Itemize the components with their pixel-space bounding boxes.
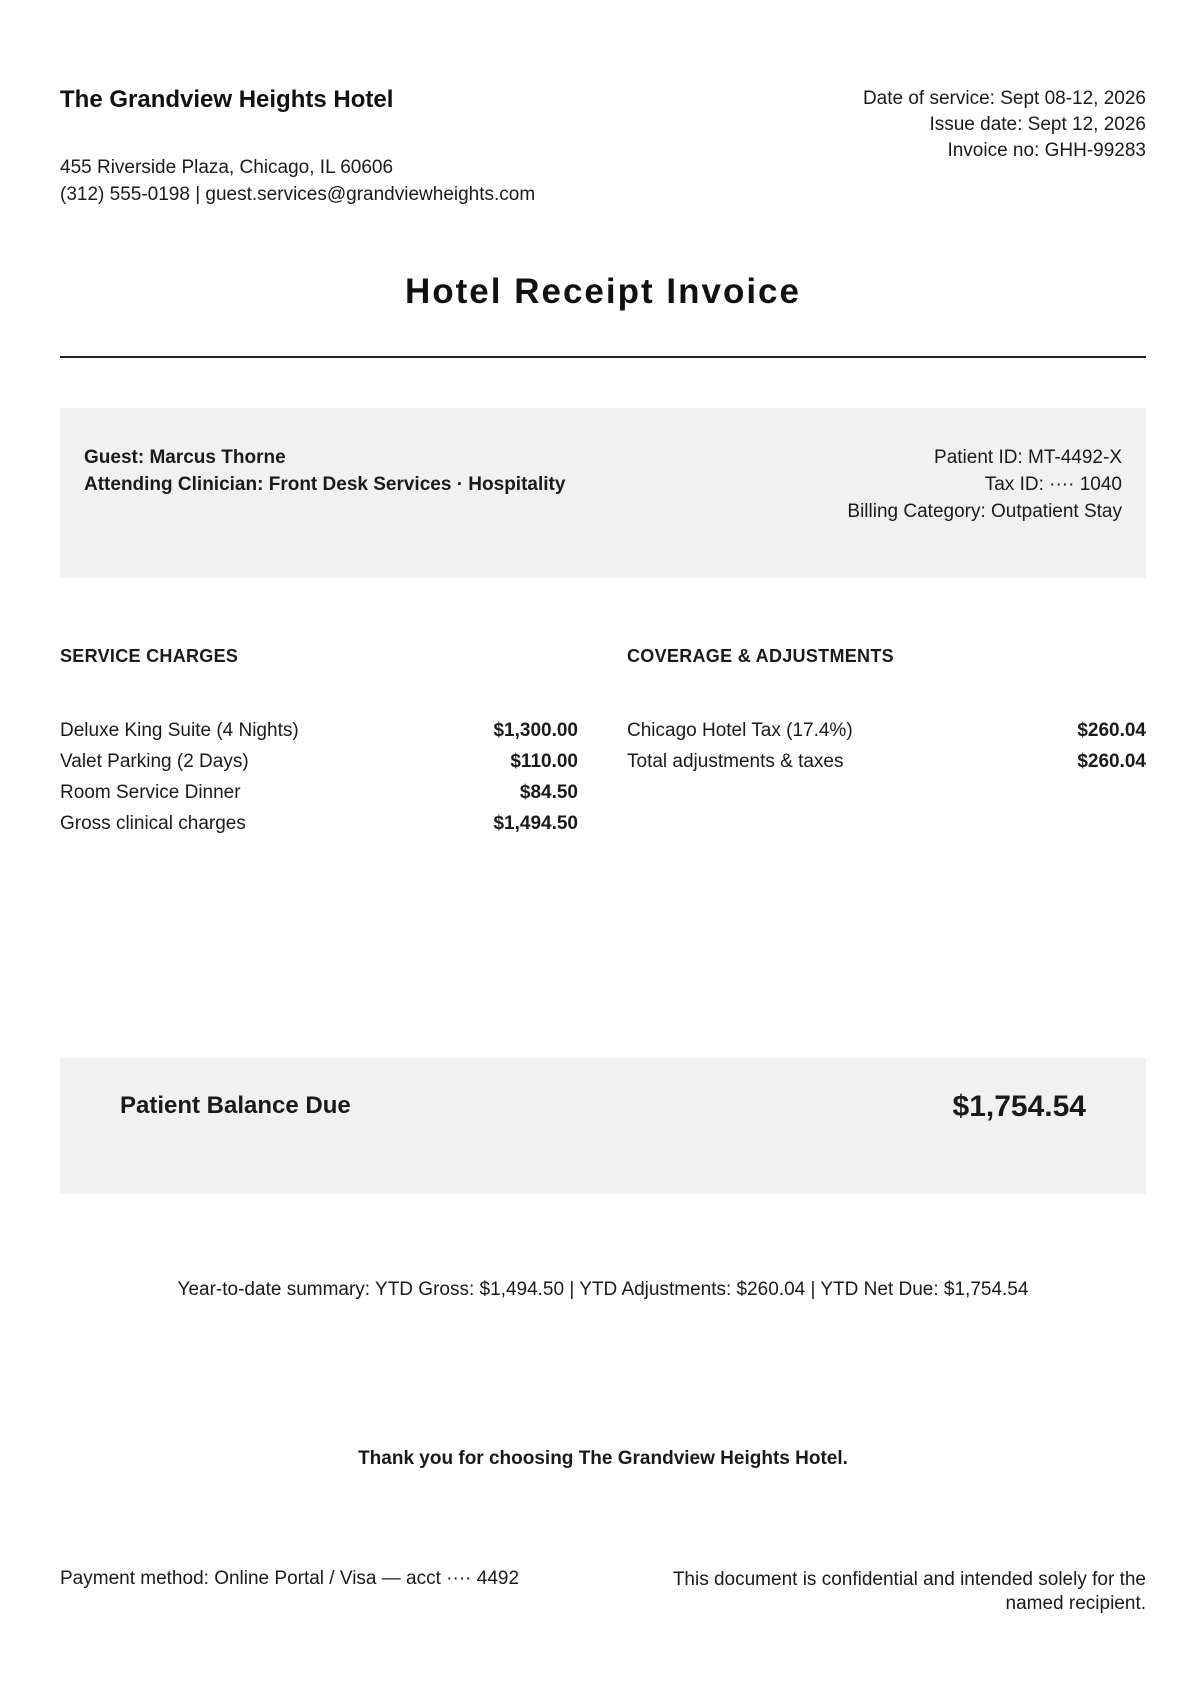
title-divider — [60, 356, 1146, 358]
document-title: Hotel Receipt Invoice — [405, 272, 801, 311]
charge-label: Room Service Dinner — [60, 781, 241, 803]
guest-name: Guest: Marcus Thorne — [84, 447, 286, 468]
charge-label: Valet Parking (2 Days) — [60, 750, 249, 772]
service-charges-heading: SERVICE CHARGES — [60, 646, 239, 666]
date-of-service: Date of service: Sept 08-12, 2026 — [862, 88, 1146, 109]
balance-due-panel — [60, 1058, 1146, 1194]
hotel-phone-email: (312) 555-0198 | guest.services@grandviewheights.com — [60, 184, 536, 205]
thank-you-note: Thank you for choosing The Grandview Heights Hotel. — [358, 1448, 848, 1469]
hotel-name: The Grandview Heights Hotel — [60, 86, 394, 113]
payment-method: Payment method: Online Portal / Visa — acct ···· 4492 — [60, 1568, 520, 1589]
charge-label: Deluxe King Suite (4 Nights) — [60, 719, 299, 741]
guest-info-panel — [60, 408, 1146, 578]
service-charges-section — [60, 646, 578, 839]
adjustment-amount: $260.04 — [1077, 750, 1146, 772]
invoice-page — [60, 0, 1146, 1700]
invoice-number: Invoice no: GHH-99283 — [947, 140, 1146, 161]
adjustment-total-row — [627, 746, 1146, 777]
attending-clinician: Attending Clinician: Front Desk Services · Hospitality — [84, 474, 566, 495]
billing-category: Billing Category: Outpatient Stay — [847, 501, 1122, 522]
balance-due-label: Patient Balance Due — [120, 1092, 351, 1119]
adjustments-heading: COVERAGE & ADJUSTMENTS — [627, 646, 894, 666]
adjustments-section — [627, 646, 1146, 777]
charge-row — [60, 777, 578, 808]
guest-right-block — [847, 444, 1122, 525]
issue-date: Issue date: Sept 12, 2026 — [929, 114, 1146, 135]
patient-id: Patient ID: MT-4492-X — [934, 447, 1122, 468]
invoice-meta — [863, 86, 1146, 164]
guest-left-block — [84, 444, 565, 498]
charge-row — [60, 715, 578, 746]
adjustment-amount: $260.04 — [1077, 719, 1146, 741]
balance-due-amount: $1,754.54 — [952, 1090, 1086, 1123]
charge-label: Gross clinical charges — [60, 812, 246, 834]
charge-row — [60, 746, 578, 777]
adjustment-label: Total adjustments & taxes — [627, 750, 844, 772]
charge-amount: $110.00 — [510, 750, 578, 772]
tax-id: Tax ID: ···· 1040 — [984, 474, 1122, 495]
ytd-summary: Year-to-date summary: YTD Gross: $1,494.50 | YTD Adjustments: $260.04 | YTD Net Due: $1,754.54 — [177, 1279, 1029, 1300]
hotel-contact-block — [60, 154, 535, 208]
hotel-address: 455 Riverside Plaza, Chicago, IL 60606 — [60, 157, 394, 178]
confidentiality-notice: This document is confidential and intended solely for the named recipient. — [672, 1569, 1146, 1614]
charge-amount: $1,300.00 — [493, 719, 578, 741]
charge-amount: $84.50 — [519, 781, 578, 803]
adjustment-row — [627, 715, 1146, 746]
adjustment-label: Chicago Hotel Tax (17.4%) — [627, 719, 853, 741]
charge-total-row — [60, 808, 578, 839]
charge-amount: $1,494.50 — [493, 812, 578, 834]
